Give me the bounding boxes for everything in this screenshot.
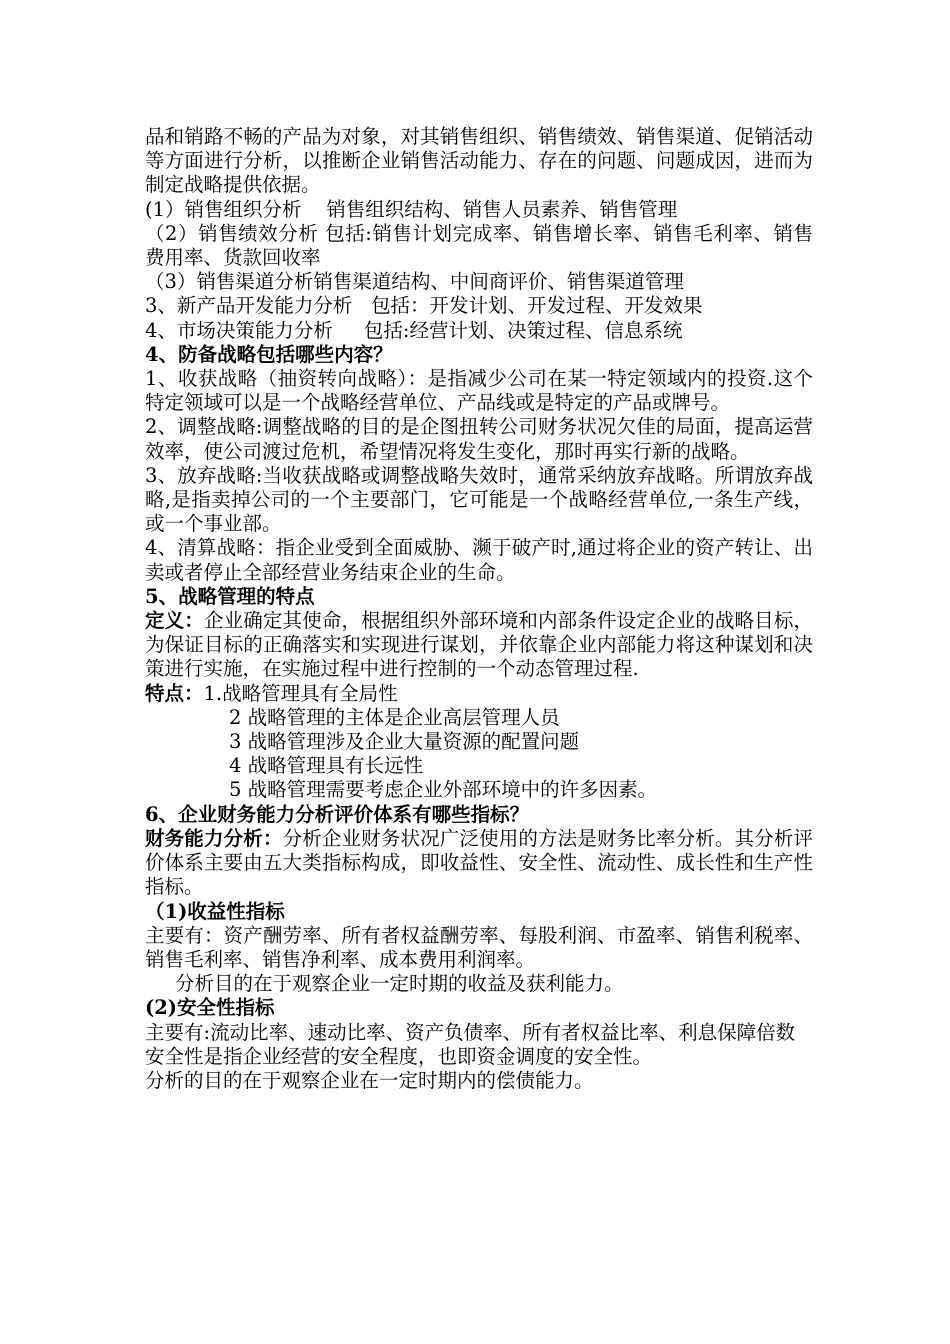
section-heading: 6、企业财务能力分析评价体系有哪些指标？ (145, 802, 530, 826)
definition-paragraph (145, 609, 813, 682)
feature-item: 2 战略管理的主体是企业高层管理人员 (229, 705, 560, 729)
feature-item: 1.战略管理具有全局性 (203, 681, 398, 705)
section-heading: 5、战略管理的特点 (145, 584, 315, 608)
feature-item: 4 战略管理具有长远性 (229, 754, 424, 778)
paragraph: （2）销售绩效分析 包括:销售计划完成率、销售增长率、销售毛利率、销售费用率、货款回收率 (145, 221, 813, 270)
paragraph: 3、新产品开发能力分析 包括：开发计划、开发过程、开发效果 (145, 294, 703, 318)
subsection-heading: (2)安全性指标 (145, 996, 275, 1020)
paragraph: 4、清算战略：指企业受到全面威胁、濒于破产时,通过将企业的资产转让、出卖或者停止全部经营业务结束企业的生命。 (145, 536, 813, 584)
paragraph: 3、放弃战略:当收获战略或调整战略失效时，通常采纳放弃战略。所谓放弃战略,是指卖掉公司的一个主要部门，它可能是一个战略经营单位,一条生产线，或一个事业部。 (145, 463, 813, 536)
paragraph: 分析目的在于观察企业一定时期的收益及获利能力。 (175, 972, 624, 996)
paragraph: 1、收获战略（抽资转向战略）：是指减少公司在某一特定领域内的投资.这个特定领域可以是一个战略经营单位、产品线或是特定的产品或牌号。 (145, 367, 813, 415)
subsection-heading: （1)收益性指标 (145, 899, 285, 923)
paragraph: 分析的目的在于观察企业在一定时期内的偿债能力。 (145, 1068, 594, 1092)
paragraph: （3）销售渠道分析销售渠道结构、中间商评价、销售渠道管理 (145, 270, 684, 294)
features-paragraph (145, 682, 813, 706)
financial-analysis-text: 分析企业财务状况广泛使用的方法是财务比率分析。其分析评价体系主要由五大类指标构成，即收益性、安全性、流动性、成长性和生产性指标。 (145, 826, 813, 899)
features-label: 特点： (145, 681, 204, 705)
paragraph: 4、市场决策能力分析 包括:经营计划、决策过程、信息系统 (145, 318, 683, 342)
feature-item: 5 战略管理需要考虑企业外部环境中的许多因素。 (229, 778, 658, 802)
section-heading: 4、防备战略包括哪些内容？ (145, 342, 393, 366)
paragraph: 主要有：资产酬劳率、所有者权益酬劳率、每股利润、市盈率、销售利税率、销售毛利率、销售净利率、成本费用利润率。 (145, 923, 813, 971)
definition-label: 定义： (145, 609, 204, 633)
definition-text: 企业确定其使命，根据组织外部环境和内部条件设定企业的战略目标，为保证目标的正确落实和实现进行谋划，并依靠企业内部能力将这种谋划和决策进行实施，在实施过程中进行控制的一个动态管理过程. (145, 609, 813, 681)
paragraph: 品和销路不畅的产品为对象，对其销售组织、销售绩效、销售渠道、促销活动等方面进行分析，以推断企业销售活动能力、存在的问题、问题成因，进而为制定战略提供依据。 (145, 125, 813, 197)
paragraph: 安全性是指企业经营的安全程度，也即资金调度的安全性。 (145, 1044, 653, 1068)
document-page (145, 125, 813, 1093)
financial-analysis-paragraph (145, 827, 813, 900)
paragraph: 主要有:流动比率、速动比率、资产负债率、所有者权益比率、利息保障倍数 (145, 1020, 796, 1044)
paragraph: (1）销售组织分析 销售组织结构、销售人员素养、销售管理 (145, 197, 678, 221)
feature-item: 3 战略管理涉及企业大量资源的配置问题 (229, 730, 580, 754)
paragraph: 2、调整战略:调整战略的目的是企图扭转公司财务状况欠佳的局面，提高运营效率，使公司渡过危机，希望情况将发生变化，那时再实行新的战略。 (145, 415, 813, 463)
financial-analysis-label: 财务能力分析： (145, 826, 283, 850)
